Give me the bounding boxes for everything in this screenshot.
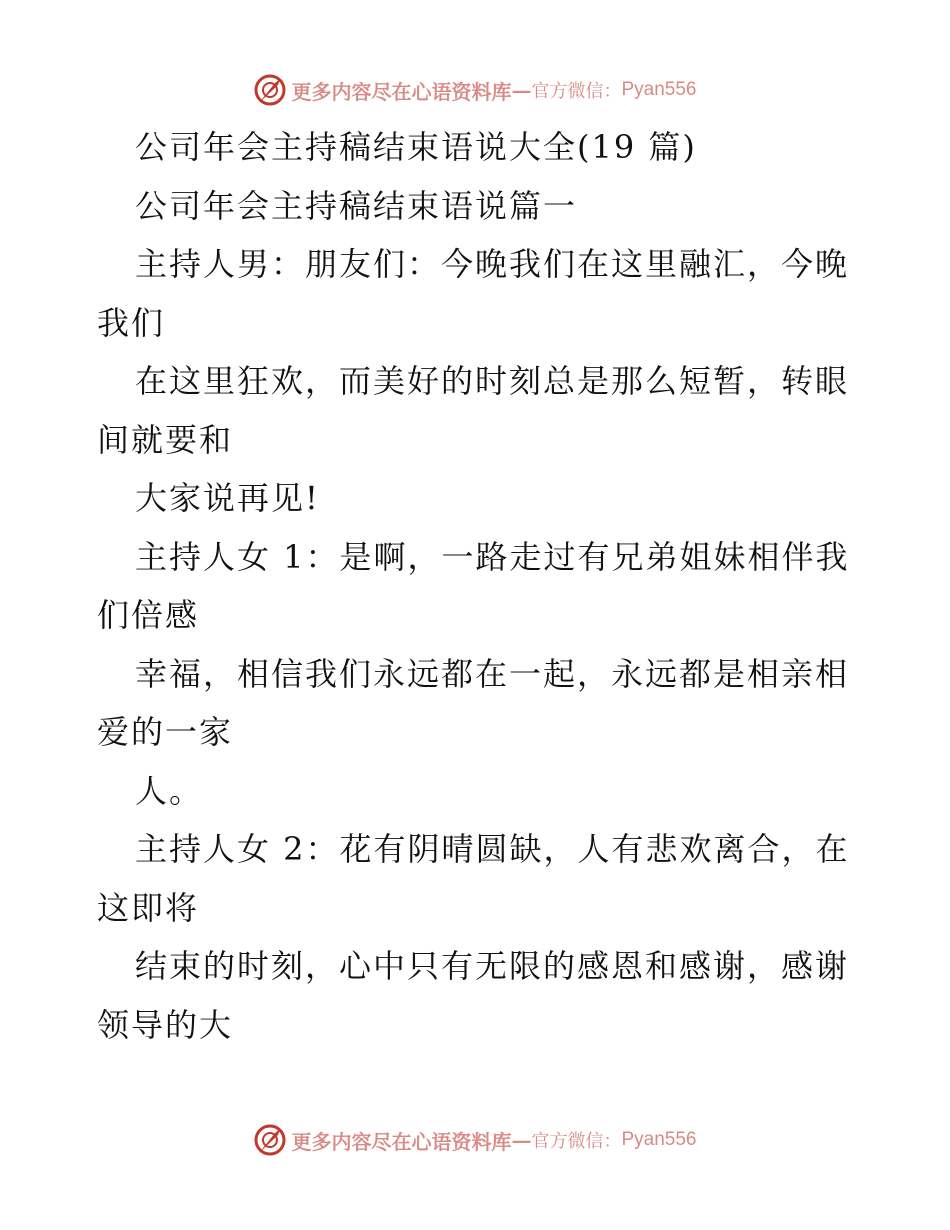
document-body — [97, 118, 853, 1054]
header-dash: — — [511, 78, 532, 102]
paragraph-line: 间就要和 — [97, 420, 234, 459]
paragraph-line: 主持人女 1：是啊，一路走过有兄弟姐妹相伴我 — [135, 537, 850, 576]
paragraph-line: 幸福，相信我们永远都在一起，永远都是相亲相 — [135, 654, 850, 693]
paragraph-line: 们倍感 — [97, 596, 200, 634]
header-promo-text: 更多内容尽在心语资料库 — [291, 79, 512, 104]
paragraph-line: 爱的一家 — [97, 713, 234, 751]
paragraph-line: 在这里狂欢，而美好的时刻总是那么短暂，转眼 — [135, 362, 850, 400]
footer-dash: — — [511, 1128, 532, 1152]
paragraph-line: 我们 — [97, 303, 166, 342]
document-subtitle: 公司年会主持稿结束语说篇一 — [135, 186, 578, 225]
footer-banner — [0, 1120, 950, 1160]
paragraph-line: 人。 — [135, 771, 204, 810]
header-banner — [0, 70, 950, 110]
header-wechat-id: Pyan556 — [621, 79, 697, 100]
document-title: 公司年会主持稿结束语说大全(19 篇) — [135, 128, 697, 166]
quill-logo-icon — [253, 1123, 287, 1157]
paragraph-line: 这即将 — [97, 888, 200, 927]
paragraph-line: 主持人男：朋友们：今晚我们在这里融汇，今晚 — [135, 245, 850, 283]
paragraph-line: 大家说再见! — [135, 479, 320, 517]
paragraph-line: 领导的大 — [97, 1005, 234, 1044]
footer-wechat-label: 官方微信： — [531, 1131, 622, 1152]
footer-promo-text: 更多内容尽在心语资料库 — [291, 1129, 512, 1154]
header-wechat-label: 官方微信： — [531, 81, 622, 102]
quill-logo-icon — [253, 73, 287, 107]
footer-wechat-id: Pyan556 — [621, 1129, 697, 1150]
paragraph-line: 主持人女 2：花有阴晴圆缺，人有悲欢离合，在 — [135, 830, 850, 868]
paragraph-line: 结束的时刻，心中只有无限的感恩和感谢，感谢 — [135, 947, 850, 985]
